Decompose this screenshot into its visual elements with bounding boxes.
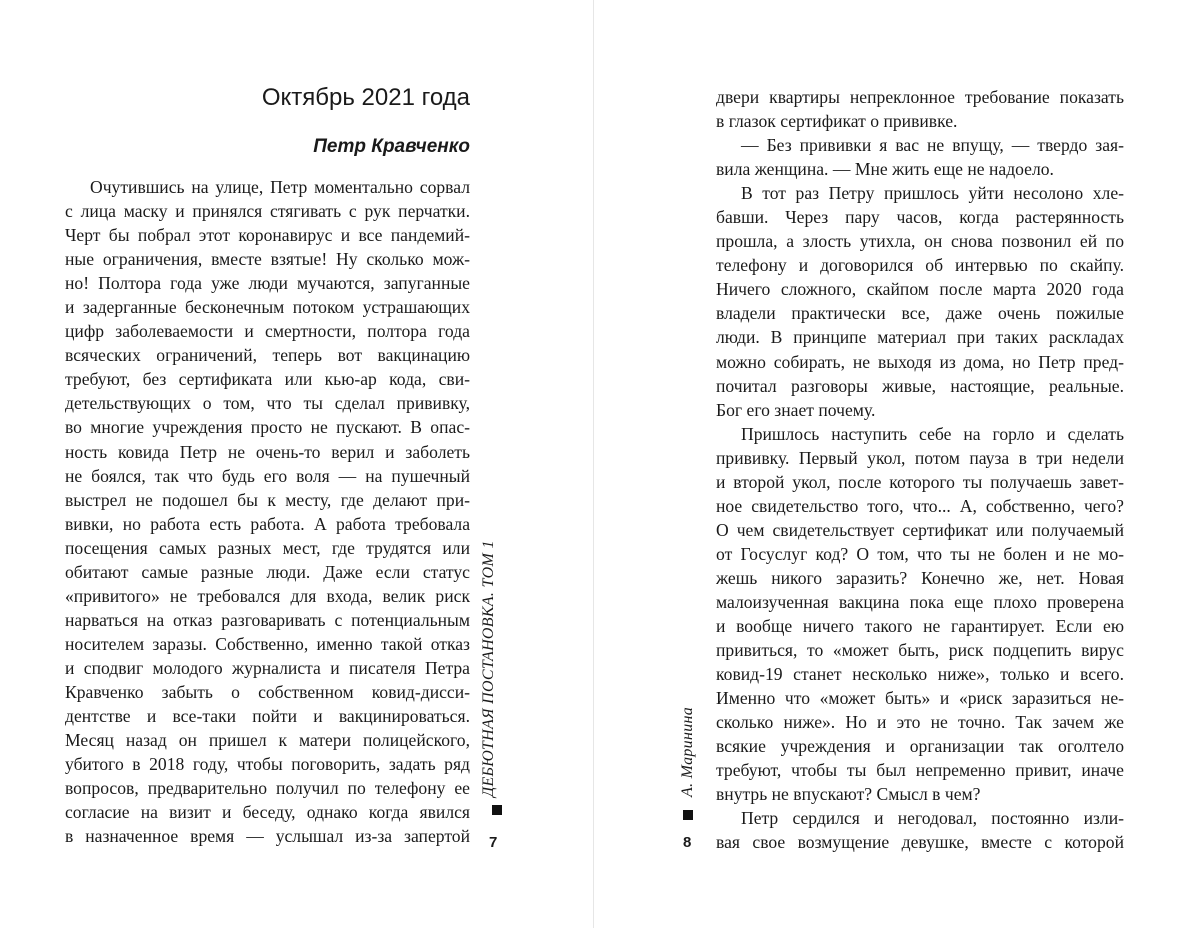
text-line: привиться, то «может быть, риск подцепить вирус xyxy=(716,640,1124,661)
text-line: прошла, а злость утихла, он снова позвонил ей по xyxy=(716,231,1124,252)
text-line: бавши. Через пару часов, когда растерянность xyxy=(716,207,1124,228)
page-number-left: 7 xyxy=(489,834,498,851)
running-head-book-title: ДЕБЮТНАЯ ПОСТАНОВКА. ТОМ 1 xyxy=(480,540,497,797)
text-line: малоизученная вакцина пока еще плохо проверена xyxy=(716,591,1124,612)
text-line: ковид-19 станет несколько ниже», только и всего. xyxy=(716,664,1124,685)
text-line: — Без прививки я вас не впущу, — твердо зая- xyxy=(741,135,1124,156)
text-line: согласие на визит и беседу, однако когда явился xyxy=(65,802,470,823)
text-line: вивки, но работа есть работа. А работа требовала xyxy=(65,513,470,534)
text-line: О чем свидетельствует сертификат или получаемый xyxy=(716,519,1124,540)
text-line: Бог его знает почему. xyxy=(716,399,876,420)
text-line: и вообще ничего такого не гарантирует. Если ею xyxy=(716,616,1124,637)
text-line: обитают самые разные люди. Даже если статус xyxy=(65,561,470,582)
page-gutter xyxy=(593,0,594,928)
text-line: владели практически все, даже очень пожилые xyxy=(716,303,1124,324)
text-line: всякие учреждения и организации так оголтело xyxy=(716,736,1124,757)
text-line: можно собирать, не выходя из дома, но Петр пред- xyxy=(716,351,1124,372)
text-line: Черт бы побрал этот коронавирус и все пандемий- xyxy=(65,225,470,246)
square-ornament xyxy=(683,810,693,820)
text-line: Ничего сложного, скайпом после марта 2020 года xyxy=(716,279,1124,300)
text-line: ность ковида Петр не очень-то верил и заболеть xyxy=(65,441,470,462)
text-line: люди. В принципе материал при таких раскладах xyxy=(716,327,1124,348)
text-line: телефону и договорился об интервью по скайпу. xyxy=(716,255,1124,276)
text-line: В тот раз Петру пришлось уйти несолоно хле- xyxy=(741,183,1124,204)
text-line: нарваться на отказ разговаривать с потенциальным xyxy=(65,609,470,630)
text-line: всяческих ограничений, теперь вот вакцинацию xyxy=(65,345,470,366)
text-line: посещения самых разных мест, где трудятся или xyxy=(65,537,470,558)
text-line: Пришлось наступить себе на горло и сделать xyxy=(741,423,1124,444)
text-line: жешь никого заразить? Конечно же, нет. Новая xyxy=(716,567,1124,588)
text-line: детельствующих о том, что ты сделал прививку, xyxy=(65,393,470,414)
text-line: вила женщина. — Мне жить еще не надоело. xyxy=(716,159,1054,180)
left-page-text xyxy=(65,175,470,848)
text-line: ные ограничения, вместе взятые! Ну сколько мож- xyxy=(65,249,470,270)
text-line: требуют, без сертификата или кью-ар кода, сви- xyxy=(65,369,470,390)
chapter-title: Октябрь 2021 года xyxy=(261,84,470,111)
text-line: во многие учреждения просто не пускают. В опас- xyxy=(65,417,470,438)
text-line: требуют, чтобы ты был непременно привит, иначе xyxy=(716,760,1124,781)
text-line: «привитого» не требовался для входа, велик риск xyxy=(65,585,470,606)
text-line: внутрь не впускают? Смысл в чем? xyxy=(716,784,981,805)
text-line: вая свое возмущение девушке, вместе с которой xyxy=(716,832,1124,853)
text-line: Месяц назад он пришел к матери полицейского, xyxy=(65,730,470,751)
text-line: Петр сердился и негодовал, постоянно изли- xyxy=(741,808,1124,829)
text-line: Очутившись на улице, Петр моментально сорвал xyxy=(90,177,470,197)
text-line: сколько ниже». Но и это не точно. Так зачем же xyxy=(716,712,1124,733)
text-line: и задерганные бесконечным потоком устрашающих xyxy=(65,297,470,318)
right-page-text xyxy=(716,85,1124,855)
square-ornament xyxy=(492,805,502,815)
text-line: ное свидетельство того, что... А, собственно, чего? xyxy=(716,495,1124,516)
page-number-right: 8 xyxy=(683,834,692,851)
text-line: от Госуслуг код? О том, что ты не болен и не мо- xyxy=(716,543,1124,564)
text-line: и сподвиг молодого журналиста и писателя Петра xyxy=(65,657,470,678)
text-line: почитал разговоры живые, настоящие, реальные. xyxy=(716,375,1124,396)
text-line: прививку. Первый укол, потом пауза в три недели xyxy=(716,447,1124,468)
text-line: вопросов, предварительно получил по телефону ее xyxy=(65,778,470,799)
text-line: убитого в 2018 году, чтобы поговорить, задать ряд xyxy=(65,754,470,775)
text-line: цифр заболеваемости и смертности, полтора года xyxy=(65,321,470,342)
text-line: в глазок сертификат о прививке. xyxy=(716,111,958,132)
text-line: двери квартиры непреклонное требование показать xyxy=(716,87,1124,107)
chapter-subtitle: Петр Кравченко xyxy=(313,136,470,157)
text-line: выстрел не подошел бы к месту, где делают при- xyxy=(65,489,470,510)
text-line: Кравченко забыть о собственном ковид-дисси- xyxy=(65,681,470,702)
running-head-author: А. Маринина xyxy=(679,706,696,797)
text-line: с лица маску и принялся стягивать с рук перчатки. xyxy=(65,201,470,222)
text-line: дентстве и все-таки пойти и вакцинироваться. xyxy=(65,706,470,727)
text-line: и второй укол, после которого ты получаешь завет- xyxy=(716,471,1124,492)
text-line: носителем заразы. Собственно, именно такой отказ xyxy=(65,633,470,654)
text-line: но! Полтора года уже люди мучаются, запуганные xyxy=(65,273,470,294)
text-line: не боялся, так что будь его воля — на пушечный xyxy=(65,465,470,486)
text-line: Именно что «может быть» и «риск заразиться не- xyxy=(716,688,1124,709)
text-line: в назначенное время — услышал из-за запертой xyxy=(65,826,470,847)
